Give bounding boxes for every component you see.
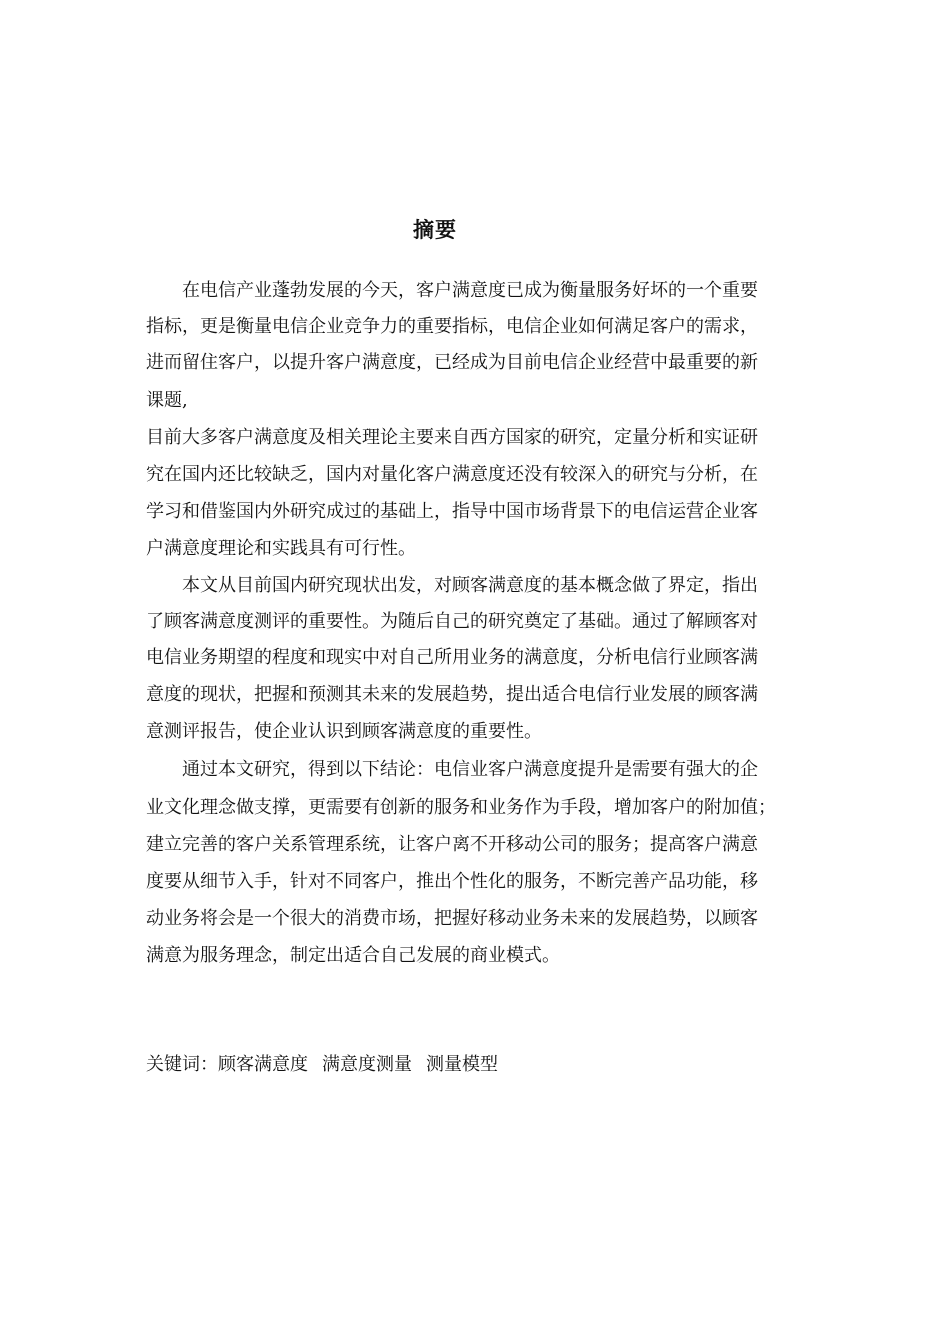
keyword-item: 测量模型 (426, 1054, 498, 1075)
paragraph-3-line-5: 意测评报告，使企业认识到顾客满意度的重要性。 (146, 721, 542, 742)
paragraph-1-line-4: 课题, (146, 390, 188, 411)
keywords-label: 关键词： (146, 1054, 218, 1075)
keyword-item: 顾客满意度 (218, 1054, 308, 1075)
paragraph-3-line-3: 电信业务期望的程度和现实中对自己所用业务的满意度，分析电信行业顾客满 (146, 647, 758, 668)
paragraph-2-line-4: 户满意度理论和实践具有可行性。 (146, 538, 416, 559)
paragraph-1-line-3: 进而留住客户，以提升客户满意度，已经成为目前电信企业经营中最重要的新 (146, 352, 758, 373)
page-title: 摘要 (413, 218, 457, 242)
paragraph-4-line-4: 度要从细节入手，针对不同客户，推出个性化的服务，不断完善产品功能，移 (146, 871, 758, 892)
paragraph-4-line-5: 动业务将会是一个很大的消费市场，把握好移动业务未来的发展趋势，以顾客 (146, 908, 758, 929)
keyword-item: 满意度测量 (322, 1054, 412, 1075)
paragraph-2-line-1: 目前大多客户满意度及相关理论主要来自西方国家的研究，定量分析和实证研 (146, 427, 758, 448)
paragraph-3-line-2: 了顾客满意度测评的重要性。为随后自己的研究奠定了基础。通过了解顾客对 (146, 611, 758, 632)
paragraph-4-line-1: 通过本文研究，得到以下结论：电信业客户满意度提升是需要有强大的企 (182, 759, 758, 780)
paragraph-2-line-2: 究在国内还比较缺乏，国内对量化客户满意度还没有较深入的研究与分析，在 (146, 464, 758, 485)
paragraph-4-line-6: 满意为服务理念，制定出适合自己发展的商业模式。 (146, 945, 560, 966)
paragraph-1-line-2: 指标，更是衡量电信企业竞争力的重要指标，电信企业如何满足客户的需求， (146, 316, 758, 337)
paragraph-1-line-1: 在电信产业蓬勃发展的今天，客户满意度已成为衡量服务好坏的一个重要 (182, 280, 758, 301)
paragraph-4-line-3: 建立完善的客户关系管理系统，让客户离不开移动公司的服务；提高客户满意 (146, 834, 758, 855)
paragraph-3-line-4: 意度的现状，把握和预测其未来的发展趋势，提出适合电信行业发展的顾客满 (146, 684, 758, 705)
paragraph-3-line-1: 本文从目前国内研究现状出发，对顾客满意度的基本概念做了界定，指出 (182, 575, 758, 596)
paragraph-2-line-3: 学习和借鉴国内外研究成过的基础上，指导中国市场背景下的电信运营企业客 (146, 501, 758, 522)
paragraph-4-line-2: 业文化理念做支撑，更需要有创新的服务和业务作为手段，增加客户的附加值； (146, 797, 776, 818)
keywords (146, 1053, 512, 1077)
